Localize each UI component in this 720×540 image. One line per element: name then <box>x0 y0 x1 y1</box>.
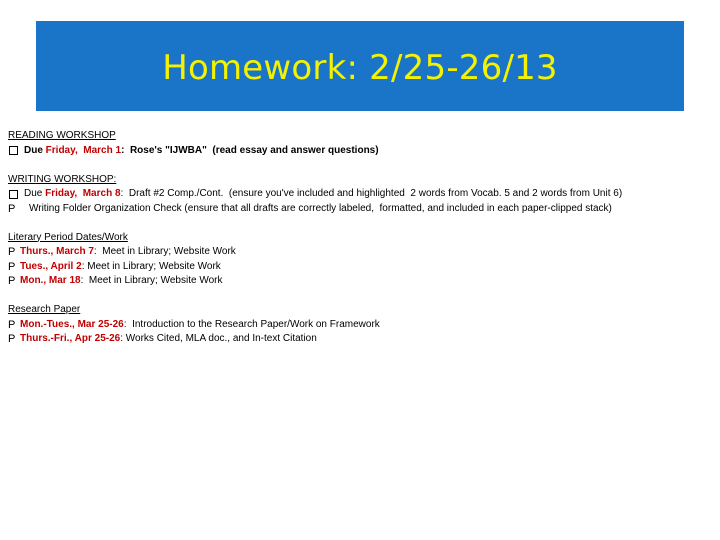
list-item <box>8 260 714 275</box>
list-item <box>8 274 714 289</box>
page-title: Homework: 2/25-26/13 <box>162 48 558 88</box>
item-text: : Meet in Library; Website Work <box>80 275 223 286</box>
p-bullet-icon: P <box>8 275 16 287</box>
due-date: Tues., April 2 <box>20 260 82 272</box>
item-text: : Draft #2 Comp./Cont. (ensure you've included and highlighted 2 words from Vocab. 5 and 2 words from Unit 6) <box>120 188 623 199</box>
section-heading: Research Paper <box>8 304 81 315</box>
item-prefix: Due <box>24 144 46 156</box>
item-text: : Meet in Library; Website Work <box>81 260 221 272</box>
item-text: : Meet in Library; Website Work <box>93 246 236 257</box>
p-bullet-icon: P <box>8 318 16 331</box>
item-text: : Introduction to the Research Paper/Work on Framework <box>123 318 380 330</box>
square-box-icon <box>9 146 18 155</box>
due-date: Friday, March 1 <box>45 144 122 156</box>
p-bullet-icon: P <box>8 260 16 273</box>
reading-workshop-section <box>8 129 714 158</box>
p-bullet-icon: P <box>8 246 16 258</box>
literary-period-section <box>8 231 714 289</box>
item-text: : Rose's "IJWBA" (read essay and answer questions) <box>121 144 379 156</box>
due-date: Friday, March 8 <box>45 188 121 199</box>
list-item <box>8 332 714 347</box>
list-item <box>8 144 714 159</box>
due-date: Thurs., March 7 <box>20 246 94 257</box>
homework-content <box>8 129 714 361</box>
square-box-icon <box>9 190 18 199</box>
list-item <box>8 187 714 202</box>
item-text: : Works Cited, MLA doc., and In-text Citation <box>120 333 317 344</box>
section-heading: WRITING WORKSHOP: <box>8 173 117 185</box>
research-paper-section <box>8 303 714 347</box>
due-date: Mon.-Tues., Mar 25-26 <box>20 318 124 330</box>
writing-workshop-section <box>8 173 714 217</box>
section-heading: Literary Period Dates/Work <box>8 231 128 243</box>
p-bullet-icon: P <box>8 333 16 345</box>
item-prefix: Due <box>24 188 46 199</box>
due-date: Mon., Mar 18 <box>20 275 81 286</box>
list-item <box>8 245 714 260</box>
list-item <box>8 318 714 333</box>
section-heading: READING WORKSHOP <box>8 130 116 141</box>
p-bullet-icon: P <box>8 202 16 215</box>
item-text: Writing Folder Organization Check (ensure that all drafts are correctly labeled, formatted, and included in each paper-clipped stack) <box>29 202 612 214</box>
title-banner <box>36 21 684 111</box>
due-date: Thurs.-Fri., Apr 25-26 <box>20 333 121 344</box>
list-item <box>8 202 714 217</box>
